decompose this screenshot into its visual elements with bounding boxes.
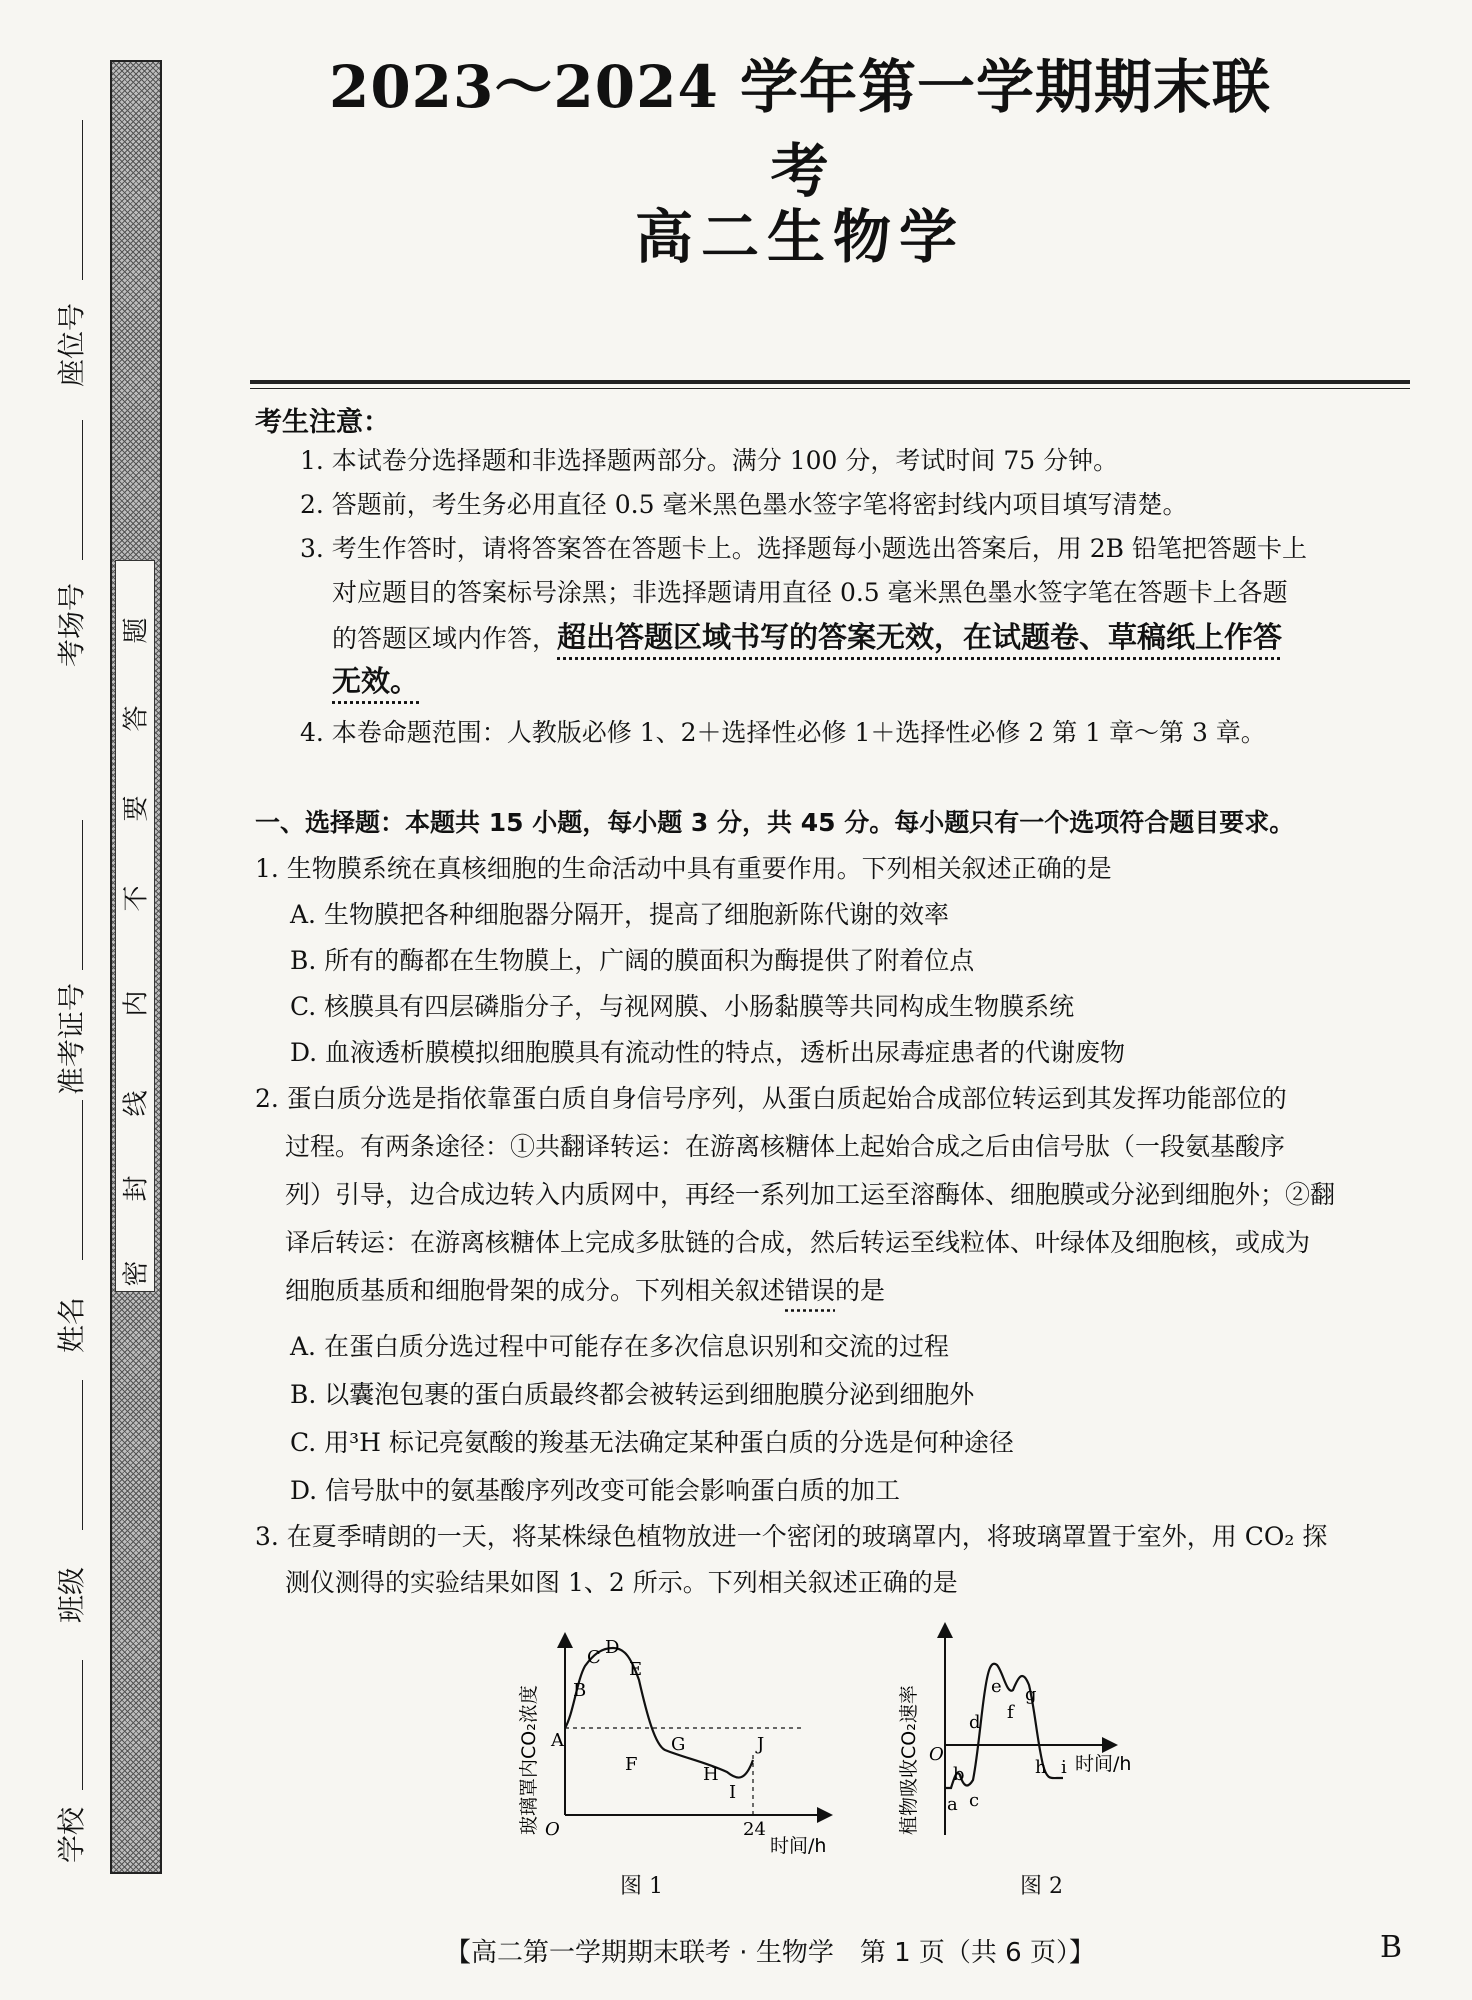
header-rule-thin [250, 388, 1410, 389]
fig2-point-label: e [991, 1676, 1002, 1697]
field-class-line[interactable] [82, 1380, 83, 1530]
q2-option-b: B. 以囊泡包裹的蛋白质最终都会被转运到细胞膜分泌到细胞外 [290, 1380, 975, 1409]
field-school: 学校 [55, 1807, 88, 1864]
seal-char: 密 [121, 1260, 152, 1287]
field-seat-line[interactable] [82, 120, 83, 280]
question-2-line [285, 1274, 885, 1308]
exam-subject: 高二生物学 [634, 203, 965, 271]
field-school-line[interactable] [82, 1660, 83, 1790]
fig1-x-end: 24 [743, 1819, 766, 1840]
notice-item: 1. 本试卷分选择题和非选择题两部分。满分 100 分，考试时间 75 分钟。 [300, 446, 1119, 475]
notice-item: 对应题目的答案标号涂黑；非选择题请用直径 0.5 毫米黑色墨水签字笔在答题卡上各题 [332, 578, 1288, 607]
fig1-point-label: I [729, 1782, 737, 1803]
fig1-y-label: 玻璃罩内CO₂浓度 [518, 1685, 540, 1835]
q2-emphasis: 错误 [785, 1276, 836, 1305]
field-exam-id: 准考证号 [55, 982, 88, 1095]
exam-title: 2023～2024 学年第一学期期末联考 [328, 53, 1272, 205]
fig1-point-label: G [671, 1734, 686, 1755]
notice-item: 2. 答题前，考生务必用直径 0.5 毫米黑色墨水签字笔将密封线内项目填写清楚。 [300, 490, 1188, 519]
fig2-point-label: a [947, 1794, 958, 1815]
section-heading: 一、选择题：本题共 15 小题，每小题 3 分，共 45 分。每小题只有一个选项符合题目要求。 [255, 808, 1295, 837]
notice-item [332, 620, 1282, 656]
seal-char: 要 [121, 795, 152, 822]
fig1-caption: 图 1 [620, 1874, 663, 1899]
seal-char: 答 [121, 705, 152, 732]
fig2-x-label: 时间/h [1075, 1753, 1132, 1775]
q2-text: 细胞质基质和细胞骨架的成分。下列相关叙述 [285, 1276, 786, 1305]
figure-1 [505, 1620, 865, 1860]
page-footer: 【高二第一学期期末联考 · 生物学 第 1 页（共 6 页）】 [445, 1938, 1095, 1968]
q1-option-a: A. 生物膜把各种细胞器分隔开，提高了细胞新陈代谢的效率 [290, 900, 949, 929]
figure-2 [885, 1620, 1185, 1860]
fig1-point-label: D [605, 1637, 620, 1658]
q2-option-d: D. 信号肽中的氨基酸序列改变可能会影响蛋白质的加工 [290, 1476, 901, 1505]
fig2-point-label: d [969, 1712, 981, 1733]
question-2-line: 过程。有两条途径：①共翻译转运：在游离核糖体上起始合成之后由信号肽（一段氨基酸序 [285, 1132, 1286, 1161]
field-class: 班级 [55, 1567, 88, 1624]
seal-char: 线 [121, 1090, 152, 1117]
question-3-line: 3. 在夏季晴朗的一天，将某株绿色植物放进一个密闭的玻璃罩内，将玻璃罩置于室外，用 CO₂ 探 [255, 1522, 1328, 1551]
notice-heading: 考生注意： [255, 407, 390, 438]
fig2-point-label: h [1035, 1757, 1047, 1778]
seal-char: 封 [121, 1175, 152, 1202]
paper-version: B [1380, 1930, 1403, 1965]
seal-char: 内 [121, 990, 152, 1017]
fig2-point-label: f [1007, 1702, 1014, 1723]
q2-text: 的是 [835, 1276, 886, 1305]
seal-char: 题 [121, 617, 152, 644]
question-3-line: 测仪测得的实验结果如图 1、2 所示。下列相关叙述正确的是 [285, 1568, 958, 1597]
notice-emphasis: 超出答题区域书写的答案无效，在试题卷、草稿纸上作答 [557, 620, 1283, 654]
fig2-caption: 图 2 [1020, 1874, 1063, 1899]
question-2-line: 列）引导，边合成边转入内质网中，再经一系列加工运至溶酶体、细胞膜或分泌到细胞外；②翻 [285, 1180, 1336, 1209]
notice-item: 3. 考生作答时，请将答案答在答题卡上。选择题每小题选出答案后，用 2B 铅笔把答题卡上 [300, 534, 1307, 563]
notice-emphasis: 无效。 [332, 664, 420, 698]
fig2-point-label: b [953, 1764, 965, 1785]
field-name: 姓名 [55, 1297, 88, 1354]
fig2-point-label: c [969, 1790, 980, 1811]
seal-char: 不 [121, 885, 152, 912]
fig1-x-label: 时间/h [770, 1835, 827, 1857]
fig1-point-label: C [587, 1647, 601, 1668]
question-2-line: 译后转运：在游离核糖体上完成多肽链的合成，然后转运至线粒体、叶绿体及细胞核，或成为 [285, 1228, 1311, 1257]
q2-option-c: C. 用³H 标记亮氨酸的羧基无法确定某种蛋白质的分选是何种途径 [290, 1428, 1014, 1457]
q2-option-a: A. 在蛋白质分选过程中可能存在多次信息识别和交流的过程 [290, 1332, 949, 1361]
field-seat: 座位号 [55, 303, 88, 388]
notice-item-text: 的答题区域内作答， [332, 624, 558, 653]
fig1-point-label: B [573, 1680, 587, 1701]
fig2-y-label: 植物吸收CO₂速率 [898, 1685, 920, 1835]
header-rule [250, 380, 1410, 384]
notice-item: 4. 本卷命题范围：人教版必修 1、2＋选择性必修 1＋选择性必修 2 第 1 章～第 3 章。 [300, 718, 1266, 747]
question-1-stem: 1. 生物膜系统在真核细胞的生命活动中具有重要作用。下列相关叙述正确的是 [255, 854, 1112, 883]
fig2-point-label: i [1061, 1757, 1067, 1778]
field-name-line[interactable] [82, 1100, 83, 1260]
q1-option-b: B. 所有的酶都在生物膜上，广阔的膜面积为酶提供了附着位点 [290, 946, 975, 975]
field-exam-room-line[interactable] [82, 420, 83, 560]
q1-option-d: D. 血液透析膜模拟细胞膜具有流动性的特点，透析出尿毒症患者的代谢废物 [290, 1038, 1126, 1067]
q1-option-c: C. 核膜具有四层磷脂分子，与视网膜、小肠黏膜等共同构成生物膜系统 [290, 992, 1075, 1021]
fig1-point-label: A [551, 1730, 564, 1751]
fig2-point-label: g [1025, 1684, 1037, 1705]
fig1-origin: O [545, 1819, 560, 1840]
fig1-point-label: F [625, 1754, 638, 1775]
fig1-point-label: H [703, 1764, 719, 1785]
fig2-origin: O [929, 1744, 944, 1765]
field-exam-room: 考场号 [55, 583, 88, 668]
fig1-point-label: J [757, 1734, 765, 1755]
field-exam-id-line[interactable] [82, 820, 83, 970]
fig1-point-label: E [629, 1659, 643, 1680]
question-2-line: 2. 蛋白质分选是指依靠蛋白质自身信号序列，从蛋白质起始合成部位转运到其发挥功能部位的 [255, 1084, 1287, 1113]
